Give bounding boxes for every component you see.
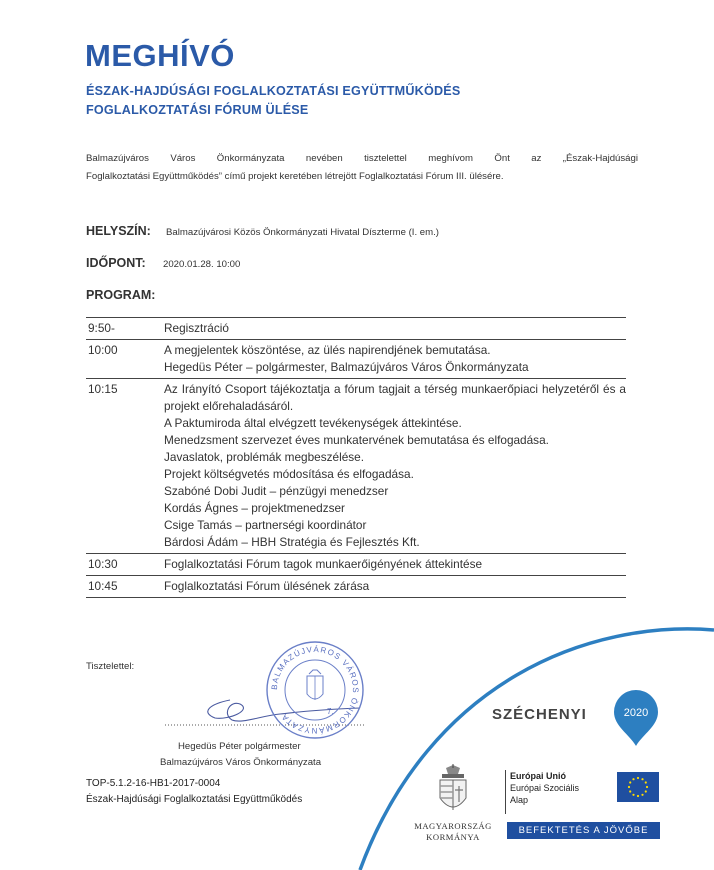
intro-paragraph	[86, 150, 638, 186]
time-value: 2020.01.28. 10:00	[163, 259, 241, 270]
program-description	[164, 318, 626, 340]
program-line: Regisztráció	[164, 321, 229, 335]
eu-star	[641, 794, 643, 796]
eu-line-2: Európai Szociális	[510, 783, 580, 793]
program-row	[86, 554, 626, 576]
stamp-text: BALMAZÚJVÁROS VÁROS ÖNKORMÁNYZATA	[269, 644, 361, 736]
eu-star	[646, 786, 648, 788]
gov-line-2: KORMÁNYA	[426, 832, 480, 842]
subtitle-line-1: ÉSZAK-HAJDÚSÁGI FOGLALKOZTATÁSI EGYÜTTMŰKÖDÉS	[86, 84, 461, 98]
time-label: IDŐPONT:	[86, 256, 146, 270]
intro-line-2: Foglalkoztatási Együttműködés” című projekt keretében létrejött Foglalkoztatási Fórum III. ülésére.	[86, 171, 504, 182]
eu-flag-icon	[617, 772, 659, 802]
eu-divider	[505, 770, 506, 814]
eu-star	[637, 777, 639, 779]
program-line: A Paktumiroda által elvégzett tevékenységek áttekintése.	[164, 416, 462, 430]
eu-star	[632, 778, 634, 780]
project-code: TOP-5.1.2-16-HB1-2017-0004	[86, 778, 221, 789]
program-line: Kordás Ágnes – projektmenedzser	[164, 501, 345, 515]
greeting: Tisztelettel:	[86, 661, 135, 672]
eu-line-3: Alap	[510, 795, 529, 805]
program-line: Javaslatok, problémák megbeszélése.	[164, 450, 364, 464]
eu-star	[628, 786, 630, 788]
coat-of-arms-icon	[428, 764, 478, 820]
program-row	[86, 379, 626, 554]
program-line: A megjelentek köszöntése, az ülés napirendjének bemutatása.	[164, 343, 491, 357]
program-line: Hegedüs Péter – polgármester, Balmazújváros Város Önkormányzata	[164, 360, 529, 374]
signer-org: Balmazújváros Város Önkormányzata	[160, 757, 322, 768]
program-line: Foglalkoztatási Fórum ülésének zárása	[164, 579, 370, 593]
szechenyi-year: 2020	[623, 707, 649, 719]
program-table	[86, 317, 626, 598]
program-line: Foglalkoztatási Fórum tagok munkaerőigényének áttekintése	[164, 557, 483, 571]
eu-star	[629, 790, 631, 792]
signer-name: Hegedüs Péter polgármester	[178, 741, 301, 752]
program-description	[164, 340, 626, 379]
eu-star	[629, 781, 631, 783]
government-name	[408, 821, 498, 843]
program-description	[164, 379, 626, 554]
project-name: Észak-Hajdúsági Foglalkoztatási Együttműködés	[86, 794, 303, 805]
program-label: PROGRAM:	[86, 288, 156, 302]
szechenyi-2020-icon	[611, 690, 661, 750]
program-time: 10:45	[88, 579, 118, 593]
eu-star	[641, 778, 643, 780]
program-time: 10:15	[88, 382, 118, 396]
program-line: Projekt költségvetés módosítása és elfogadása.	[164, 467, 414, 481]
eu-banner: BEFEKTETÉS A JÖVŐBE	[507, 822, 660, 839]
program-row	[86, 576, 626, 598]
program-row	[86, 318, 626, 340]
program-line: Szabóné Dobi Judit – pénzügyi menedzser	[164, 484, 389, 498]
program-line: Menedzsment szervezet éves munkatervének bemutatása és elfogadása.	[164, 433, 549, 447]
gov-line-1: MAGYARORSZÁG	[414, 821, 492, 831]
intro-line-1: Balmazújváros Város Önkormányzata nevében tisztelettel meghívom Önt az „Észak-Hajdúsági	[86, 153, 638, 164]
page-title: MEGHÍVÓ	[85, 38, 235, 73]
program-time: 9:50-	[88, 321, 115, 335]
stamp-number: 7.	[327, 707, 334, 716]
program-time: 10:00	[88, 343, 118, 357]
program-line: Az Irányító Csoport tájékoztatja a fórum tagjait a térség munkaerőpiaci helyzetéről és a projekt előrehaladásáról.	[164, 382, 626, 413]
program-description	[164, 576, 626, 598]
subtitle-line-2: FOGLALKOZTATÁSI FÓRUM ÜLÉSE	[86, 103, 309, 117]
eu-line-1: Európai Unió	[510, 771, 566, 781]
program-description	[164, 554, 626, 576]
program-time: 10:30	[88, 557, 118, 571]
eu-star	[645, 790, 647, 792]
szechenyi-logo-text: SZÉCHENYI	[492, 706, 587, 723]
eu-star	[637, 795, 639, 797]
program-row	[86, 340, 626, 379]
location-value: Balmazújvárosi Közös Önkormányzati Hivatal Díszterme (I. em.)	[166, 227, 439, 238]
program-line: Csige Tamás – partnerségi koordinátor	[164, 518, 367, 532]
eu-star	[632, 794, 634, 796]
location-label: HELYSZÍN:	[86, 224, 151, 238]
eu-star	[645, 781, 647, 783]
program-line: Bárdosi Ádám – HBH Stratégia és Fejlesztés Kft.	[164, 535, 420, 549]
